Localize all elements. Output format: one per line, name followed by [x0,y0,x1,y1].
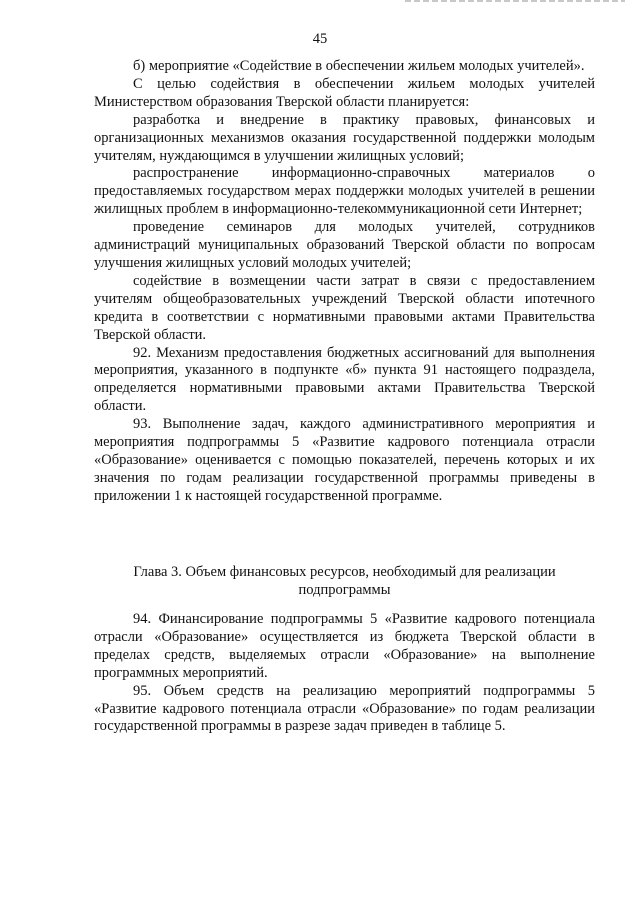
paragraph-93: 93. Выполнение задач, каждого административного мероприятия и мероприятия подпрограммы 5 «Развитие кадрового потенциала отрасли «Образование» оценивается с помощью показателей, перечень которых и их значения по годам реализации государственной программы приведены в приложении 1 к настоящей государственной программе. [94,416,595,504]
paragraph-mechanisms: разработка и внедрение в практику правовых, финансовых и организационных механизмов оказания государственной поддержки молодым учителям, нуждающимся в улучшении жилищных условий; [94,111,595,164]
chapter-heading-line-2: подпрограммы [298,581,391,598]
body-text-lower [94,611,595,736]
paragraph-mortgage-support: содействие в возмещении части затрат в связи с предоставлением учителям общеобразовательных учреждений Тверской области ипотечного кредита в соответствии с нормативными правовыми актами Правительства Тверской области. [94,272,595,343]
paragraph-92: 92. Механизм предоставления бюджетных ассигнований для выполнения мероприятия, указанного в подпункте «б» пункта 91 настоящего подраздела, определяется нормативными правовыми актами Правительства Тверской области. [94,344,595,415]
paragraph-95: 95. Объем средств на реализацию мероприятий подпрограммы 5 «Развитие кадрового потенциала отрасли «Образование» по годам реализации государственной программы в разрезе задач приведен в таблице 5. [94,682,595,735]
scan-header-artifact [405,0,625,2]
paragraph-dissemination: распространение информационно-справочных материалов о предоставляемых государством мерах поддержки молодых учителей в решении жилищных проблем в информационно-телекоммуникационной сети Интернет; [94,165,595,218]
paragraph-94: 94. Финансирование подпрограммы 5 «Развитие кадрового потенциала отрасли «Образование» осуществляется из бюджета Тверской области в пределах средств, выделяемых отрасли «Образование» на выполнение программных мероприятий. [94,611,595,681]
page-number: 45 [312,31,328,47]
paragraph-purpose: С целью содействия в обеспечении жильем молодых учителей Министерством образования Тверской области планируется: [94,75,595,110]
body-text-upper [94,58,595,506]
paragraph-seminars: проведение семинаров для молодых учителей, сотрудников администраций муниципальных образований Тверской области по вопросам улучшения жилищных условий молодых учителей; [94,219,595,271]
paragraph-b-measure: б) мероприятие «Содействие в обеспечении жильем молодых учителей». [133,58,585,74]
chapter-heading-line-1: Глава 3. Объем финансовых ресурсов, необходимый для реализации [133,564,556,580]
chapter-heading [94,564,595,600]
